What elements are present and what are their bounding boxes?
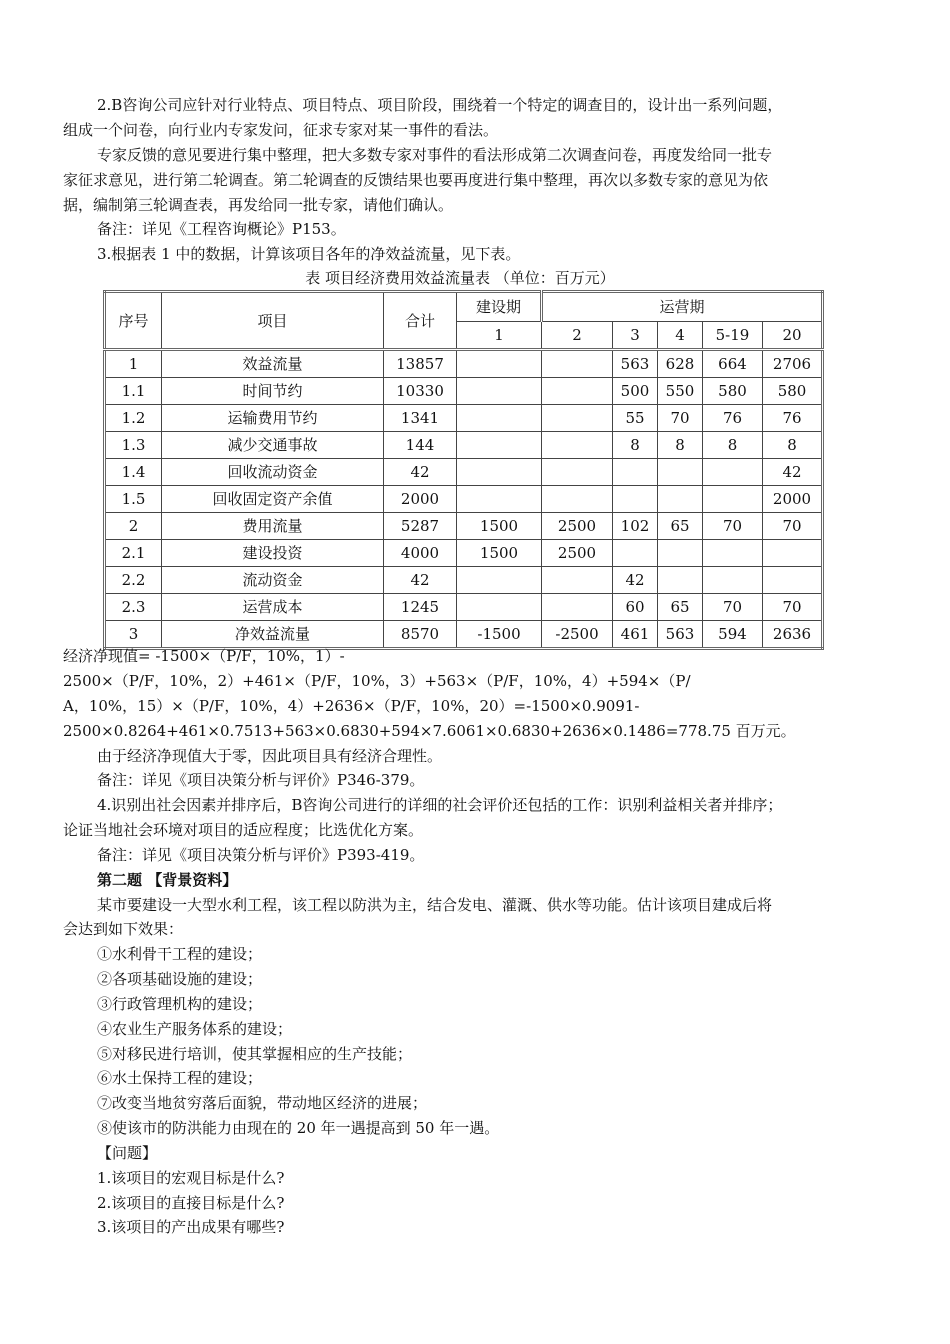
row-item: 净效益流量	[162, 621, 384, 649]
effect-item: ⑤对移民进行培训，使其掌握相应的生产技能；	[97, 1045, 413, 1063]
cell-year-5-19: 664	[703, 350, 763, 378]
cell-year-1	[457, 432, 542, 459]
effect-item: ⑦改变当地贫穷落后面貌，带动地区经济的进展；	[97, 1094, 428, 1112]
question-item: 1.该项目的宏观目标是什么?	[97, 1169, 285, 1187]
row-no: 2	[105, 513, 162, 540]
cell-year-2: 2500	[542, 513, 613, 540]
cell-year-3: 55	[613, 405, 658, 432]
row-no: 1.2	[105, 405, 162, 432]
cell-year-3: 500	[613, 378, 658, 405]
cell-year-1	[457, 459, 542, 486]
row-no: 1.5	[105, 486, 162, 513]
row-total: 1341	[384, 405, 457, 432]
cell-year-20: 70	[763, 513, 823, 540]
cell-year-3: 461	[613, 621, 658, 649]
cell-year-1	[457, 594, 542, 621]
effect-item: ①水利骨干工程的建设；	[97, 945, 263, 963]
calc-line: 2500×（P/F，10%，2）+461×（P/F，10%，3）+563×（P/F，10%，4）+594×（P/	[63, 672, 691, 690]
row-no: 2.2	[105, 567, 162, 594]
paragraph-line: 2.B咨询公司应针对行业特点、项目特点、项目阶段，围绕着一个特定的调查目的，设计出一系列问题，	[97, 96, 783, 114]
paragraph-line: 据，编制第三轮调查表，再发给同一批专家，请他们确认。	[63, 196, 454, 214]
row-no: 2.1	[105, 540, 162, 567]
cell-year-4: 65	[658, 513, 703, 540]
row-no: 2.3	[105, 594, 162, 621]
header-year: 20	[763, 322, 823, 350]
row-item: 时间节约	[162, 378, 384, 405]
row-total: 5287	[384, 513, 457, 540]
cell-year-5-19: 8	[703, 432, 763, 459]
cell-year-2	[542, 486, 613, 513]
cell-year-2	[542, 350, 613, 378]
cell-year-4: 628	[658, 350, 703, 378]
header-year: 1	[457, 322, 542, 350]
row-no: 3	[105, 621, 162, 649]
cell-year-5-19	[703, 567, 763, 594]
table-caption: 表 项目经济费用效益流量表 （单位：百万元）	[305, 269, 615, 287]
cell-year-3	[613, 540, 658, 567]
cell-year-2	[542, 405, 613, 432]
paragraph-line: 由于经济净现值大于零，因此项目具有经济合理性。	[97, 747, 443, 765]
table-row	[105, 540, 823, 567]
effect-item: ②各项基础设施的建设；	[97, 970, 263, 988]
cell-year-2	[542, 378, 613, 405]
table-row	[105, 459, 823, 486]
cell-year-2	[542, 432, 613, 459]
question-item: 2.该项目的直接目标是什么?	[97, 1194, 285, 1212]
cell-year-20	[763, 567, 823, 594]
row-no: 1.1	[105, 378, 162, 405]
calc-line: 2500×0.8264+461×0.7513+563×0.6830+594×7.6061×0.6830+2636×0.1486=778.75 百万元。	[63, 722, 796, 740]
row-total: 42	[384, 567, 457, 594]
cell-year-2: 2500	[542, 540, 613, 567]
cell-year-5-19	[703, 486, 763, 513]
row-item: 流动资金	[162, 567, 384, 594]
cell-year-20: 2636	[763, 621, 823, 649]
row-total: 144	[384, 432, 457, 459]
cell-year-1	[457, 350, 542, 378]
table-row	[105, 350, 823, 378]
cell-year-3	[613, 459, 658, 486]
paragraph-line: 4.识别出社会因素并排序后，B咨询公司进行的详细的社会评价还包括的工作：识别利益相关者并排序；	[97, 796, 783, 814]
effect-item: ⑧使该市的防洪能力由现在的 20 年一遇提高到 50 年一遇。	[97, 1119, 500, 1137]
effect-item: ④农业生产服务体系的建设；	[97, 1020, 293, 1038]
header-year: 4	[658, 322, 703, 350]
cell-year-1	[457, 378, 542, 405]
cell-year-4: 8	[658, 432, 703, 459]
row-total: 10330	[384, 378, 457, 405]
table-body	[105, 350, 823, 649]
row-item: 运营成本	[162, 594, 384, 621]
row-no: 1	[105, 350, 162, 378]
cell-year-1: 1500	[457, 513, 542, 540]
row-no: 1.4	[105, 459, 162, 486]
cell-year-20: 2706	[763, 350, 823, 378]
cell-year-2: -2500	[542, 621, 613, 649]
cell-year-4	[658, 567, 703, 594]
questions-title: 【问题】	[97, 1144, 158, 1162]
paragraph-line: 3.根据表 1 中的数据，计算该项目各年的净效益流量，见下表。	[97, 245, 521, 263]
cell-year-2	[542, 594, 613, 621]
row-item: 减少交通事故	[162, 432, 384, 459]
cell-year-5-19: 594	[703, 621, 763, 649]
paragraph-line: 论证当地社会环境对项目的适应程度；比选优化方案。	[63, 821, 424, 839]
header-construction-period: 建设期	[457, 292, 542, 322]
row-item: 运输费用节约	[162, 405, 384, 432]
cell-year-3	[613, 486, 658, 513]
cell-year-3: 8	[613, 432, 658, 459]
row-total: 8570	[384, 621, 457, 649]
calc-line: 经济净现值= -1500×（P/F，10%，1）-	[63, 647, 345, 665]
question-item: 3.该项目的产出成果有哪些?	[97, 1218, 285, 1236]
header-year: 5-19	[703, 322, 763, 350]
header-operation-period: 运营期	[542, 292, 823, 322]
cell-year-1: -1500	[457, 621, 542, 649]
cell-year-3: 102	[613, 513, 658, 540]
cell-year-20: 580	[763, 378, 823, 405]
row-item: 回收流动资金	[162, 459, 384, 486]
table-row	[105, 432, 823, 459]
paragraph-line: 家征求意见，进行第二轮调查。第二轮调查的反馈结果也要再度进行集中整理，再次以多数专家的意见为依	[63, 171, 769, 189]
row-no: 1.3	[105, 432, 162, 459]
note-line: 备注：详见《项目决策分析与评价》P346-379。	[97, 771, 425, 789]
cell-year-5-19	[703, 459, 763, 486]
row-item: 回收固定资产余值	[162, 486, 384, 513]
cell-year-4	[658, 459, 703, 486]
row-item: 效益流量	[162, 350, 384, 378]
row-item: 建设投资	[162, 540, 384, 567]
header-year: 2	[542, 322, 613, 350]
cell-year-20: 76	[763, 405, 823, 432]
economic-flow-table	[103, 290, 824, 650]
paragraph-line: 专家反馈的意见要进行集中整理，把大多数专家对事件的看法形成第二次调查问卷，再度发给同一批专	[97, 146, 773, 164]
cell-year-4: 70	[658, 405, 703, 432]
row-total: 1245	[384, 594, 457, 621]
cell-year-4: 550	[658, 378, 703, 405]
row-total: 13857	[384, 350, 457, 378]
calc-line: A，10%，15）×（P/F，10%，4）+2636×（P/F，10%，20）=-1500×0.9091-	[63, 697, 640, 715]
table-row	[105, 405, 823, 432]
cell-year-1	[457, 567, 542, 594]
cell-year-20: 8	[763, 432, 823, 459]
cell-year-5-19: 70	[703, 513, 763, 540]
cell-year-20: 2000	[763, 486, 823, 513]
cell-year-2	[542, 567, 613, 594]
section-heading: 第二题 【背景资料】	[97, 871, 238, 889]
header-no: 序号	[105, 292, 162, 350]
effect-item: ⑥水土保持工程的建设；	[97, 1069, 263, 1087]
cell-year-1	[457, 405, 542, 432]
table-row	[105, 567, 823, 594]
cell-year-4	[658, 540, 703, 567]
row-total: 4000	[384, 540, 457, 567]
header-total: 合计	[384, 292, 457, 350]
paragraph-line: 某市要建设一大型水利工程，该工程以防洪为主，结合发电、灌溉、供水等功能。估计该项目建成后将	[97, 896, 773, 914]
cell-year-3: 563	[613, 350, 658, 378]
effect-item: ③行政管理机构的建设；	[97, 995, 263, 1013]
paragraph-line: 会达到如下效果：	[63, 920, 184, 938]
cell-year-3: 60	[613, 594, 658, 621]
row-item: 费用流量	[162, 513, 384, 540]
note-line: 备注：详见《项目决策分析与评价》P393-419。	[97, 846, 425, 864]
cell-year-1: 1500	[457, 540, 542, 567]
row-total: 42	[384, 459, 457, 486]
row-total: 2000	[384, 486, 457, 513]
cell-year-20: 42	[763, 459, 823, 486]
header-year: 3	[613, 322, 658, 350]
cell-year-20: 70	[763, 594, 823, 621]
table-row	[105, 378, 823, 405]
note-line: 备注：详见《工程咨询概论》P153。	[97, 220, 346, 238]
cell-year-20	[763, 540, 823, 567]
cell-year-5-19	[703, 540, 763, 567]
cell-year-1	[457, 486, 542, 513]
cell-year-4	[658, 486, 703, 513]
table-row	[105, 486, 823, 513]
table-row	[105, 594, 823, 621]
cell-year-3: 42	[613, 567, 658, 594]
cell-year-4: 563	[658, 621, 703, 649]
paragraph-line: 组成一个问卷，向行业内专家发问，征求专家对某一事件的看法。	[63, 121, 499, 139]
cell-year-2	[542, 459, 613, 486]
table-row	[105, 513, 823, 540]
header-item: 项目	[162, 292, 384, 350]
cell-year-5-19: 76	[703, 405, 763, 432]
cell-year-4: 65	[658, 594, 703, 621]
cell-year-5-19: 70	[703, 594, 763, 621]
cell-year-5-19: 580	[703, 378, 763, 405]
